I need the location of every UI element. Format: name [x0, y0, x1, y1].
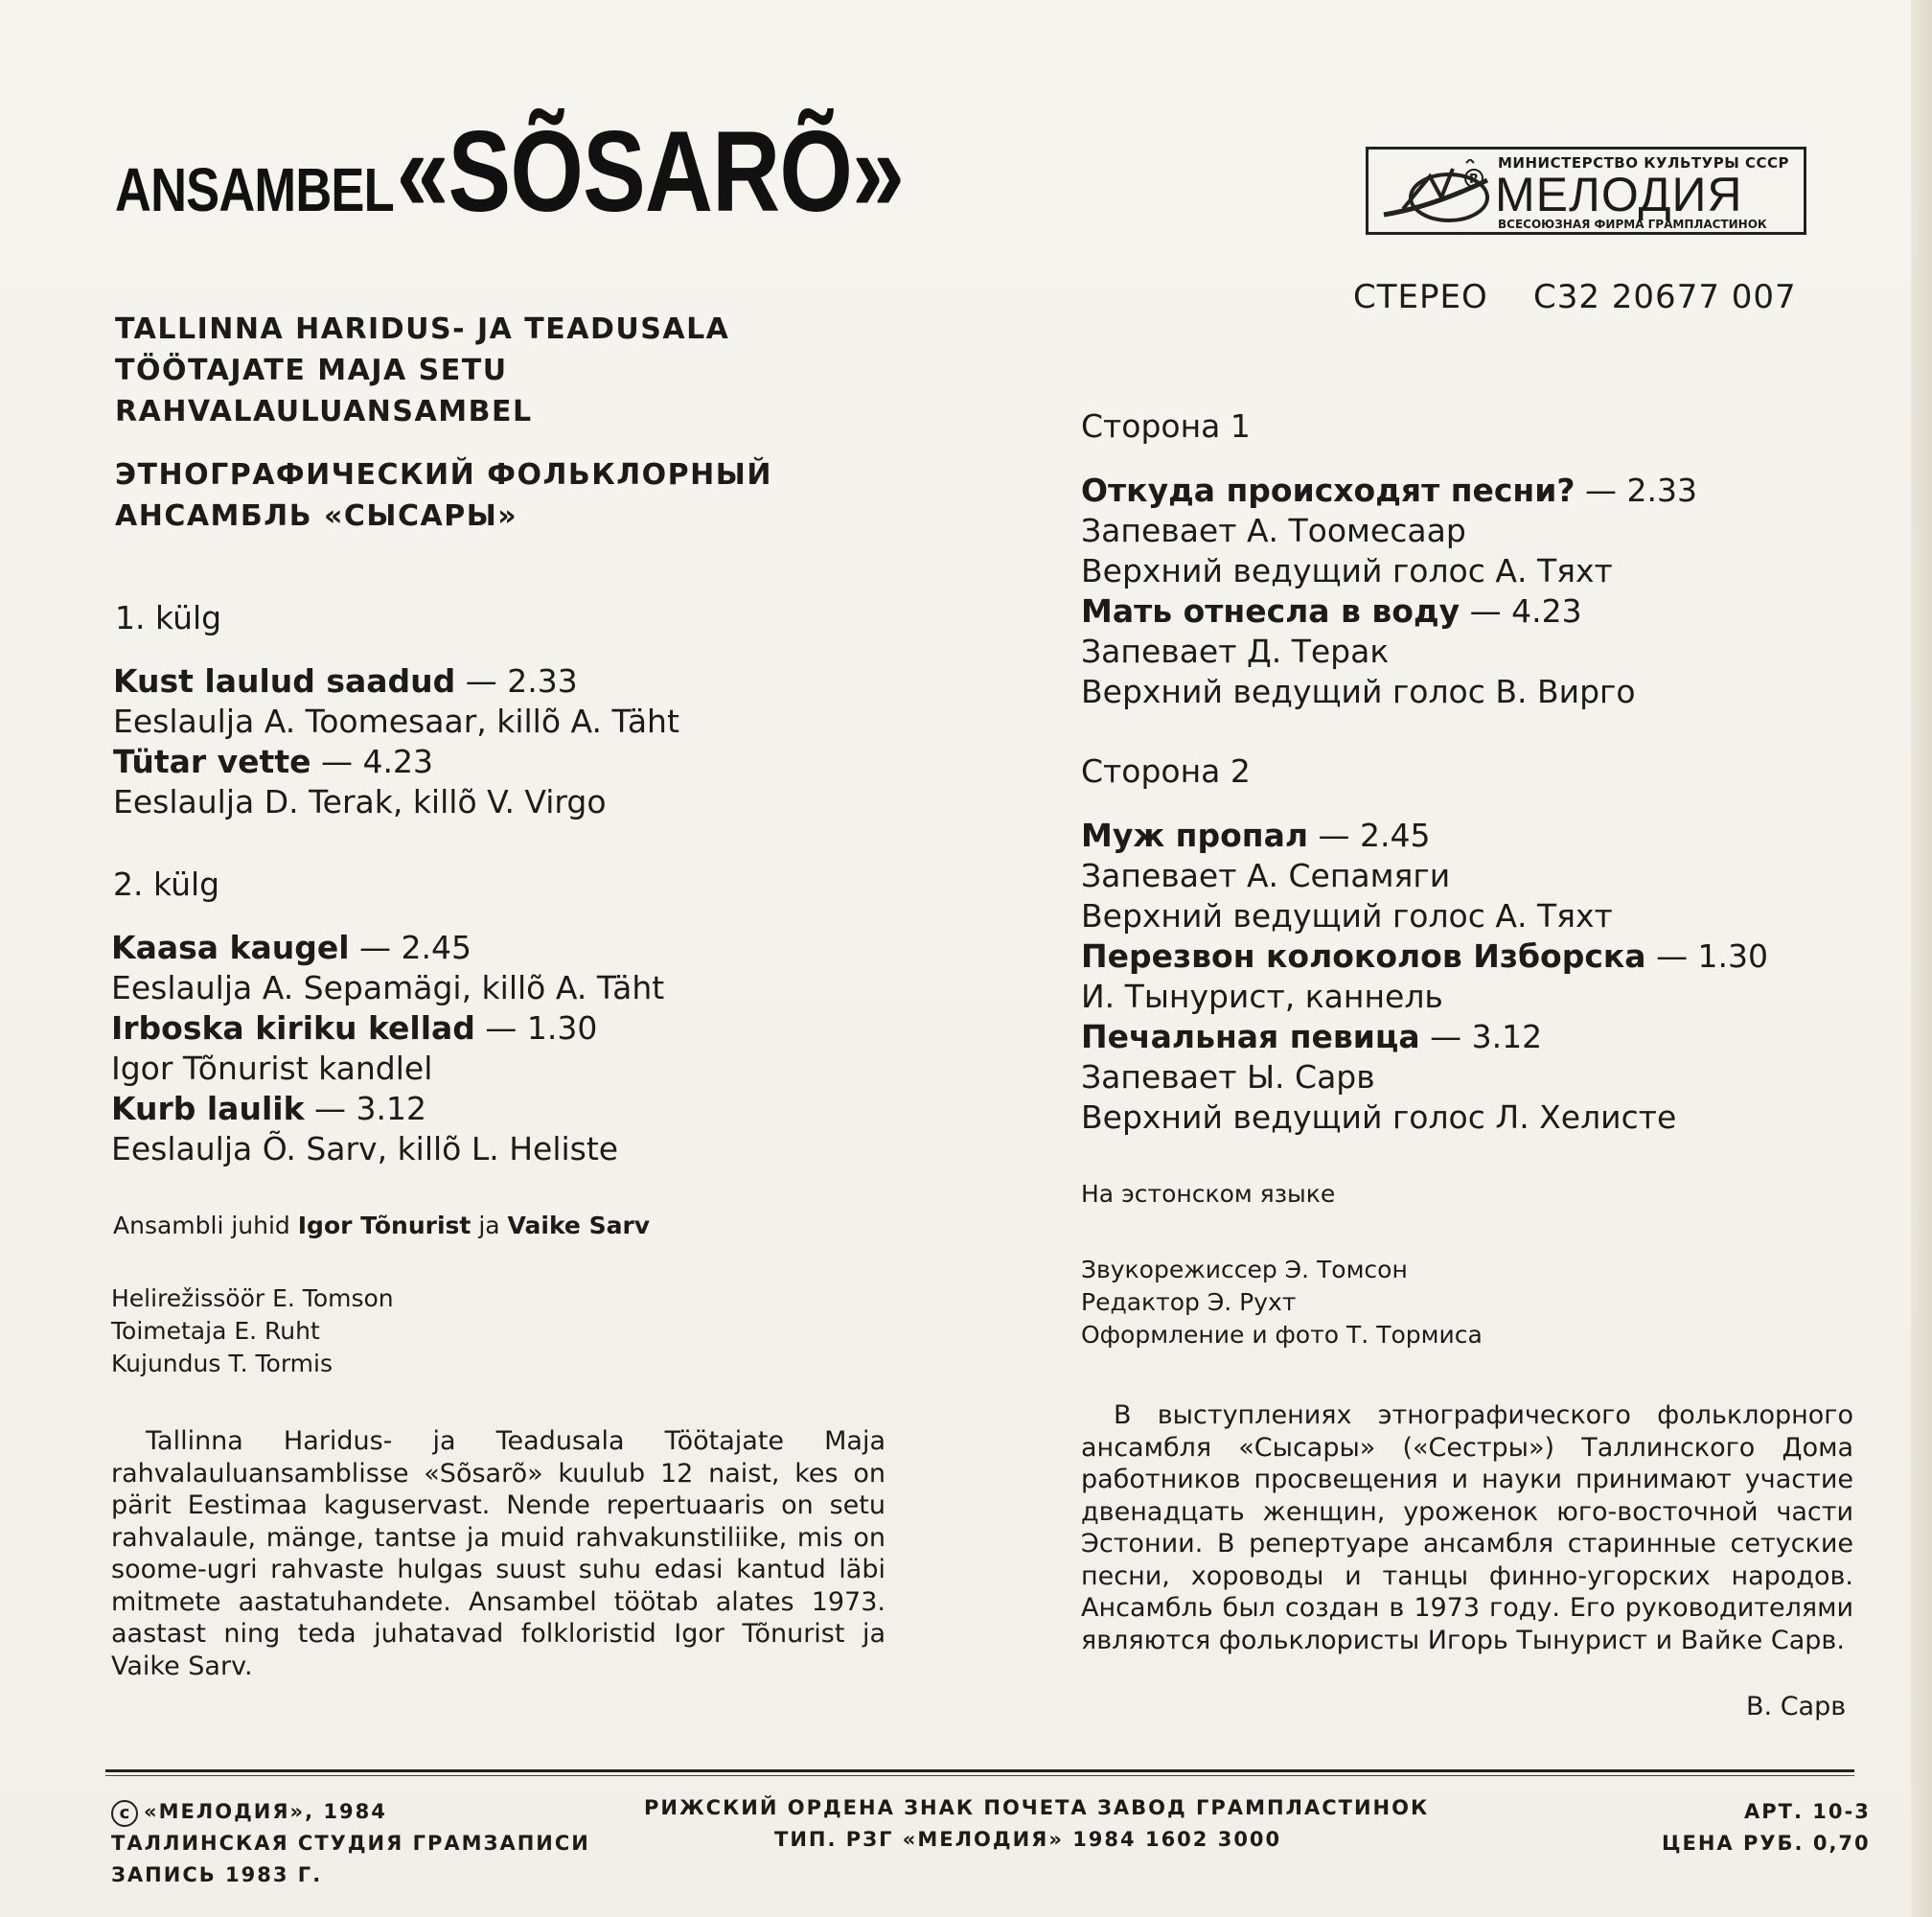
- track-credit: Igor Tõnurist kandlel: [111, 1050, 433, 1087]
- header-estonian: [115, 309, 729, 432]
- track-line: Откуда происходят песни? — 2.33: [1081, 472, 1697, 509]
- track-line: Муж пропал — 2.45: [1081, 817, 1431, 854]
- track-credit: Eeslaulja A. Sepamägi, killõ A. Täht: [111, 969, 665, 1006]
- track-line: И. Тынурист, каннель: [1081, 978, 1443, 1015]
- side-ru-2-label: Сторона 2: [1081, 752, 1251, 790]
- track-title-line: Kaasa kaugel — 2.45: [111, 929, 472, 966]
- footer-left: [111, 1796, 590, 1891]
- track-title-line: Kurb laulik — 3.12: [111, 1090, 426, 1127]
- logo-ministry: МИНИСТЕРСТВО КУЛЬТУРЫ СССР: [1498, 154, 1790, 172]
- tracklist-ru-side-2: [1081, 816, 1768, 1138]
- header-russian: [115, 454, 772, 537]
- description-russian: В выступлениях этнографического фольклорного ансамбля «Сысары» («Сестры») Таллинского Дома работников просвещения и науки принимают участие двенадцать женщин, уроженок юго-восточной части Эстонии. В репертуаре ансамбля старинные сетуские песни, хороводы и танцы финно-угорских народов. Ансамбль был создан в 1973 году. Его руководителями являются фольклористы Игорь Тынурист и Вайке Сарв.: [1081, 1400, 1853, 1655]
- description-estonian: Tallinna Haridus- ja Teadusala Töötajate Maja rahvalauluansamblisse «Sõsarõ» kuulub 12 naist, kes on pärit Eestimaa kaguservast. Nende repertuaaris on setu rahvalaule, mänge, tantse ja muid rahvakunstiliike, mis on soome-ugri rahvaste hulgas suust suhu edasi kantud läbi mitmete aastatuhandete. Ansambel töötab alates 1973. aastast ning teda juhatavad folkloristid Igor Tõnurist ja Vaike Sarv.: [111, 1426, 886, 1681]
- footer-price: ЦЕНА РУБ. 0,70: [1662, 1832, 1871, 1855]
- title-prefix: ANSAMBEL: [115, 155, 394, 224]
- side-et-1-label: 1. külg: [115, 599, 222, 636]
- header-ru-line: АНСАМБЛЬ «СЫСАРЫ»: [115, 499, 518, 533]
- melodiya-logo: [1366, 147, 1806, 235]
- track-line: Запевает Ы. Сарв: [1081, 1058, 1375, 1096]
- track-credit: Eeslaulja A. Toomesaar, killõ A. Täht: [113, 703, 679, 740]
- footer-center: [644, 1792, 1429, 1824]
- credit-line: Kujundus T. Tormis: [111, 1350, 333, 1377]
- header-et-line: RAHVALAULUANSAMBEL: [115, 395, 533, 428]
- credit-line: Helirežissöör E. Tomson: [111, 1284, 394, 1312]
- tracklist-et-side-1: [113, 661, 679, 822]
- ensemble-leaders: Ansambli juhid Igor Tõnurist ja Vaike Sarv: [113, 1212, 651, 1239]
- track-line: Верхний ведущий голос Л. Хелисте: [1081, 1098, 1677, 1136]
- logo-brand: МЕЛОДИЯ: [1495, 168, 1743, 221]
- track-line: Верхний ведущий голос А. Тяхт: [1081, 552, 1613, 589]
- credit-line: Редактор Э. Рухт: [1081, 1288, 1297, 1316]
- track-credit: Eeslaulja D. Terak, killõ V. Virgo: [113, 783, 607, 820]
- copyright-line: c «МЕЛОДИЯ», 1984: [111, 1796, 590, 1828]
- track-line: Верхний ведущий голос В. Вирго: [1081, 673, 1636, 710]
- tracklist-ru-side-1: [1081, 471, 1697, 712]
- track-line: Запевает А. Тоомесаар: [1081, 512, 1466, 549]
- header-et-line: TÖÖTAJATE MAJA SETU: [115, 354, 508, 387]
- footer-print: ТИП. РЗГ «МЕЛОДИЯ» 1984 1602 3000: [774, 1828, 1282, 1851]
- header-ru-line: ЭТНОГРАФИЧЕСКИЙ ФОЛЬКЛОРНЫЙ: [115, 458, 772, 492]
- svg-text:R: R: [1469, 173, 1480, 187]
- catalog-code: С32 20677 007: [1532, 278, 1797, 316]
- title-name: «SÕSARÕ»: [396, 107, 905, 236]
- copyright-icon: c: [111, 1800, 138, 1827]
- language-note: На эстонском языке: [1081, 1180, 1336, 1208]
- melodiya-emblem-icon: [1374, 159, 1494, 226]
- footer-divider: [105, 1769, 1854, 1772]
- side-et-2-label: 2. külg: [113, 866, 220, 903]
- track-line: Перезвон колоколов Изборска — 1.30: [1081, 937, 1769, 975]
- catalog-number: [1353, 278, 1797, 316]
- track-line: Запевает Д. Терак: [1081, 633, 1390, 670]
- studio-line: ТАЛЛИНСКАЯ СТУДИЯ ГРАМЗАПИСИ: [111, 1832, 590, 1855]
- credits-russian: [1081, 1254, 1483, 1351]
- track-line: Запевает А. Сепамяги: [1081, 857, 1451, 894]
- footer-divider-thin: [105, 1775, 1854, 1776]
- track-title-line: Kust laulud saadud — 2.33: [113, 662, 578, 700]
- credits-estonian: [111, 1282, 394, 1380]
- side-ru-1-label: Сторона 1: [1081, 407, 1251, 445]
- header-et-line: TALLINNA HARIDUS- JA TEADUSALA: [115, 312, 730, 346]
- plant-line: РИЖСКИЙ ОРДЕНА ЗНАК ПОЧЕТА ЗАВОД ГРАМПЛАСТИНОК: [644, 1796, 1430, 1819]
- format: СТЕРЕО: [1353, 278, 1488, 316]
- recorded-line: ЗАПИСЬ 1983 Г.: [111, 1863, 323, 1886]
- track-credit: Eeslaulja Õ. Sarv, killõ L. Heliste: [111, 1130, 619, 1167]
- footer-art: АРТ. 10-3: [1744, 1800, 1871, 1823]
- logo-firm: ВСЕСОЮЗНАЯ ФИРМА ГРАМПЛАСТИНОК: [1498, 218, 1767, 231]
- credit-line: Toimetaja E. Ruht: [111, 1317, 320, 1345]
- track-title-line: Tütar vette — 4.23: [113, 743, 433, 780]
- track-line: Мать отнесла в воду — 4.23: [1081, 592, 1582, 630]
- description-author: В. Сарв: [1746, 1692, 1847, 1721]
- track-title-line: Irboska kiriku kellad — 1.30: [111, 1009, 598, 1047]
- track-line: Печальная певица — 3.12: [1081, 1018, 1543, 1055]
- credit-line: Оформление и фото Т. Тормиса: [1081, 1321, 1483, 1349]
- track-line: Верхний ведущий голос А. Тяхт: [1081, 897, 1613, 935]
- tracklist-et-side-2: [111, 928, 664, 1169]
- credit-line: Звукорежиссер Э. Томсон: [1081, 1256, 1408, 1283]
- album-title: [115, 105, 904, 238]
